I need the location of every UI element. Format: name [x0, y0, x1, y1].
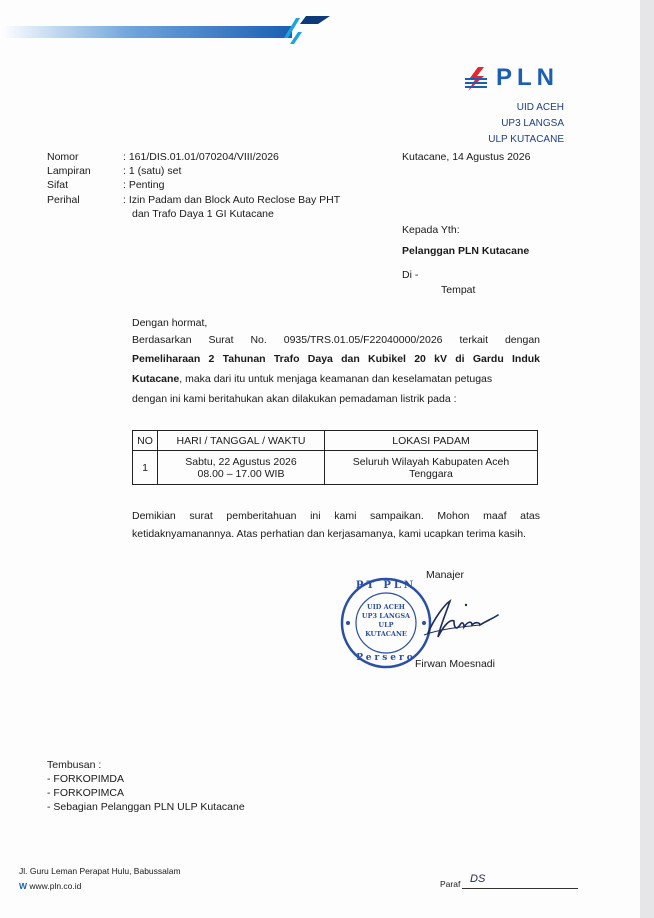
body-text: , maka dari itu untuk menjaga keamanan dan keselamatan petugas — [179, 373, 493, 385]
body-line: dengan ini kami beritahukan akan dilakukan pemadaman listrik pada : — [132, 393, 457, 405]
perihal-continued: dan Trafo Daya 1 GI Kutacane — [132, 208, 274, 220]
cc-item: - Sebagian Pelanggan PLN ULP Kutacane — [47, 801, 245, 813]
table-header-date: HARI / TANGGAL / WAKTU — [158, 431, 325, 451]
meta-label: Perihal — [47, 194, 80, 206]
meta-label: Lampiran — [47, 165, 91, 177]
table-cell-location — [325, 451, 538, 485]
meta-value: : 161/DIS.01.01/070204/VIII/2026 — [123, 151, 279, 163]
body-line: Pemeliharaan 2 Tahunan Trafo Daya dan Kubikel 20 kV di Gardu Induk — [132, 353, 540, 365]
table-header-location: LOKASI PADAM — [325, 431, 538, 451]
cc-item: - FORKOPIMCA — [47, 787, 125, 799]
place-date: Kutacane, 14 Agustus 2026 — [402, 151, 531, 163]
body-bold-text: Kutacane — [132, 373, 180, 385]
table-row — [133, 451, 538, 485]
lightning-bolt-icon — [462, 66, 490, 92]
addressee-place: Tempat — [441, 284, 476, 296]
stamp-line: ULP — [378, 621, 394, 629]
outage-time: 08.00 – 17.00 WIB — [197, 467, 285, 480]
stamp-line: KUTACANE — [365, 630, 407, 638]
table-cell-no: 1 — [133, 451, 158, 485]
cc-title: Tembusan : — [47, 759, 102, 771]
cc-item: - FORKOPIMDA — [47, 773, 125, 785]
footer-web — [19, 881, 81, 891]
greeting: Dengan hormat, — [132, 317, 208, 329]
logo-text: PLN — [496, 64, 559, 91]
unit-line: UID ACEH — [516, 102, 564, 113]
unit-line: ULP KUTACANE — [488, 134, 564, 145]
meta-value: : 1 (satu) set — [123, 165, 182, 177]
footer-address: Jl. Guru Leman Perapat Hulu, Babussalam — [19, 866, 181, 876]
table-cell-date — [158, 451, 325, 485]
table-header-no: NO — [133, 431, 158, 451]
header-banner — [0, 14, 340, 48]
page-edge — [640, 0, 654, 918]
outage-location: Tenggara — [409, 467, 453, 480]
unit-line: UP3 LANGSA — [501, 118, 564, 129]
addressee-name: Pelanggan PLN Kutacane — [402, 245, 530, 257]
closing-line: Demikian surat pemberitahuan ini kami sampaikan. Mohon maaf atas — [132, 510, 540, 522]
outage-location: Seluruh Wilayah Kabupaten Aceh — [352, 455, 510, 468]
stamp-ring-bottom: Persero — [356, 653, 416, 663]
meta-label: Nomor — [47, 151, 79, 163]
footer-web-url: www.pln.co.id — [29, 881, 82, 891]
signatory-name: Firwan Moesnadi — [415, 658, 495, 670]
stamp-ring-top: PT PLN — [355, 580, 417, 591]
stamp-center — [356, 603, 416, 639]
outage-table — [132, 430, 538, 485]
meta-value: : Penting — [123, 179, 165, 191]
signatory-role: Manajer — [426, 569, 464, 581]
addressee-di: Di - — [402, 269, 419, 281]
web-icon: W — [19, 881, 28, 891]
paraf-initials: DS — [470, 873, 486, 885]
body-line: Berdasarkan Surat No. 0935/TRS.01.05/F22040000/2026 terkait dengan — [132, 334, 540, 346]
stamp-line: UP3 LANGSA — [361, 612, 411, 620]
handwritten-signature — [410, 595, 510, 645]
body-line — [132, 372, 540, 386]
meta-value: : Izin Padam dan Block Auto Reclose Bay PHT — [123, 194, 341, 206]
meta-label: Sifat — [47, 179, 69, 191]
addressee-intro: Kepada Yth: — [402, 224, 460, 236]
stamp-line: UID ACEH — [367, 603, 405, 611]
outage-date: Sabtu, 22 Agustus 2026 — [185, 455, 297, 468]
paraf-line — [462, 888, 578, 889]
paraf-label: Paraf — [440, 879, 461, 889]
closing-line: ketidaknyamanannya. Atas perhatian dan kerjasamanya, kami ucapkan terima kasih. — [132, 528, 526, 540]
